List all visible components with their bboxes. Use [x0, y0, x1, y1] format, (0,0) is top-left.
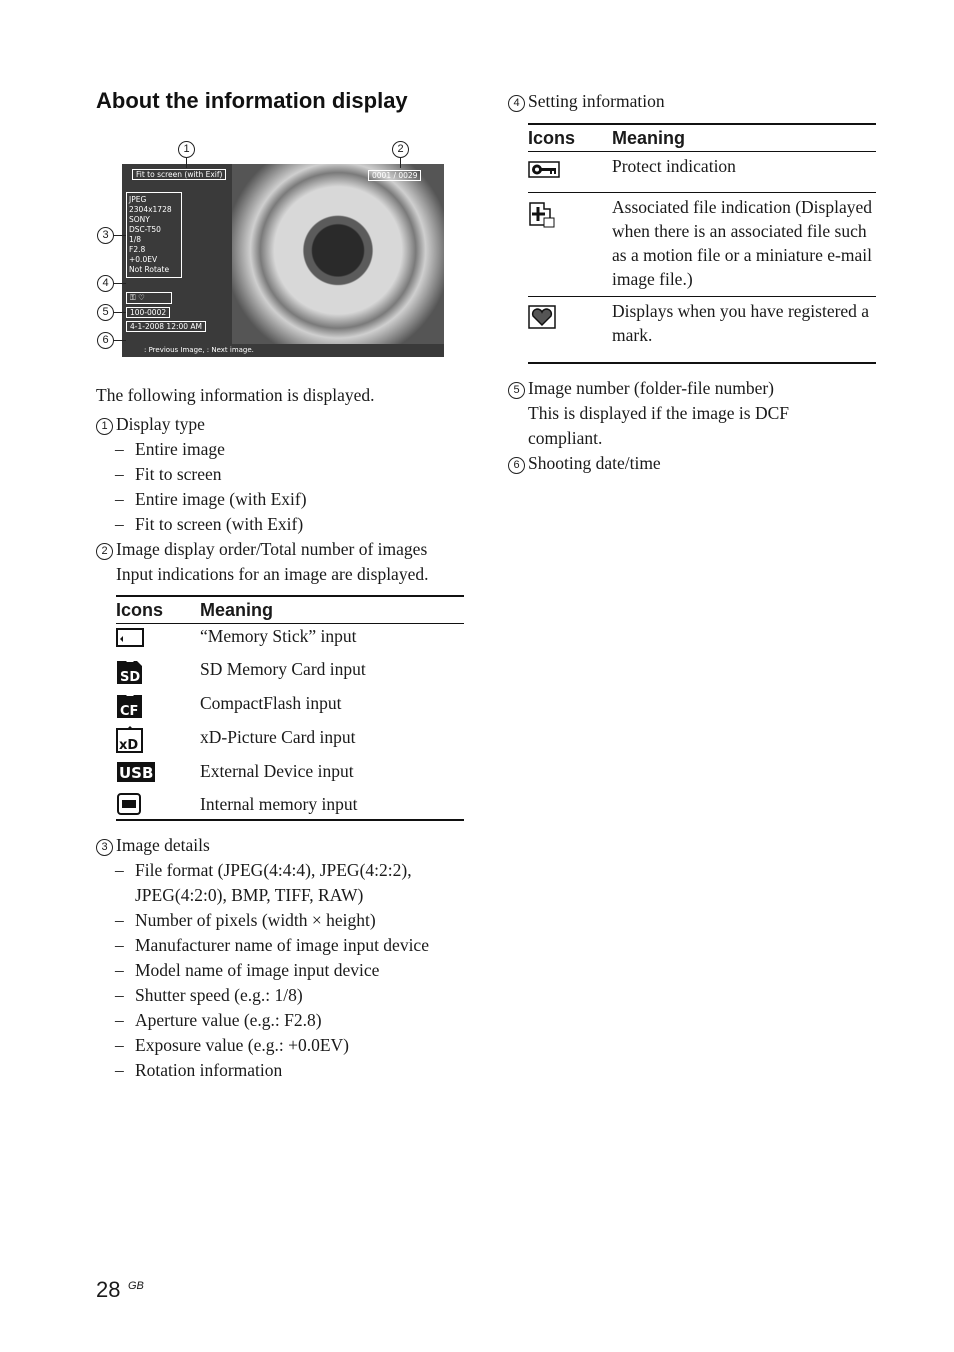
list-item: – Entire image (with Exif) [135, 487, 476, 512]
callout-4: 4 [97, 275, 114, 292]
list-item: – Exposure value (e.g.: +0.0EV) [135, 1033, 476, 1058]
table-row: CF CompactFlash input [116, 691, 464, 725]
table-row: Protect indication [528, 152, 876, 193]
callout-5: 5 [97, 304, 114, 321]
page-number: 28 [96, 1277, 121, 1302]
item-3-list [96, 858, 476, 1083]
callout-2: 2 [392, 141, 409, 158]
heart-mark-icon [528, 305, 556, 329]
callout-1: 1 [178, 141, 195, 158]
page-title: About the information display [96, 88, 408, 113]
item-number: 4 [508, 95, 525, 112]
memory-stick-icon [116, 624, 144, 648]
intro-text: The following information is displayed. [96, 385, 375, 405]
list-item-cont: JPEG(4:2:0), BMP, TIFF, RAW) [135, 885, 364, 905]
compactflash-icon [116, 691, 144, 719]
table-row: USB External Device input [116, 759, 464, 792]
list-item: – Model name of image input device [135, 958, 476, 983]
osd-details: JPEG 2304x1728 SONY DSC-T50 1/8 F2.8 +0.0EV Not Rotate [126, 192, 182, 278]
list-item: – Manufacturer name of image input device [135, 933, 476, 958]
list-item: – Shutter speed (e.g.: 1/8) [135, 983, 476, 1008]
osd-display-type: Fit to screen (with Exif) [132, 169, 226, 180]
sd-card-icon [116, 657, 144, 685]
table-row: Displays when you have registered a mark. [528, 297, 876, 353]
associated-file-icon [528, 201, 556, 225]
osd-setting-icons: ⚿ ♡ [126, 292, 172, 304]
item-number: 2 [96, 543, 113, 560]
svg-text:CF: CF [120, 703, 139, 719]
callout-3: 3 [97, 227, 114, 244]
column-header: Meaning [612, 124, 876, 152]
sunflower-image [232, 164, 444, 344]
item-1-list [96, 437, 476, 537]
list-item: – Fit to screen (with Exif) [135, 512, 476, 537]
table-row: Associated file indication (Displayed when there is an associated file such as a motion file or a miniature e-mail image file.) [528, 193, 876, 297]
internal-memory-icon [116, 792, 144, 816]
list-item: – Rotation information [135, 1058, 476, 1083]
osd-footer: : Previous Image, : Next image. [144, 346, 254, 354]
protect-key-icon [528, 156, 560, 180]
right-items [508, 376, 838, 476]
list-item: – Aperture value (e.g.: F2.8) [135, 1008, 476, 1033]
item-5-desc: This is displayed if the image is DCF compliant. [528, 403, 790, 448]
item-number: 5 [508, 382, 525, 399]
item-2-desc: Input indications for an image are displayed. [116, 564, 429, 584]
left-column [96, 383, 476, 587]
svg-text:xD: xD [119, 737, 139, 753]
item-3: 3 Image details [96, 833, 476, 858]
region-code: GB [127, 1280, 144, 1292]
table-row: SD SD Memory Card input [116, 657, 464, 691]
column-header: Icons [528, 124, 612, 152]
item-4: 4 Setting information [508, 89, 665, 114]
item-number: 3 [96, 839, 113, 856]
list-item: – Number of pixels (width × height) [135, 908, 476, 933]
osd-counter: 0001 / 0029 [368, 170, 421, 181]
screen-photo [122, 164, 444, 357]
table-row: Internal memory input [116, 792, 464, 825]
item-5: 5 Image number (folder-file number) [508, 376, 838, 401]
item-2: 2 Image display order/Total number of images [96, 537, 476, 562]
callout-6: 6 [97, 332, 114, 349]
item-number: 6 [508, 457, 525, 474]
item-6: 6 Shooting date/time [508, 451, 838, 476]
list-item: – File format (JPEG(4:4:4), JPEG(4:2:2), [135, 858, 476, 883]
list-item: – Entire image [135, 437, 476, 462]
item-3-block [96, 833, 476, 1083]
list-item: – Fit to screen [135, 462, 476, 487]
osd-image-number: 100-0002 [126, 307, 170, 318]
xd-card-icon [116, 725, 144, 753]
page-footer [96, 1277, 144, 1303]
column-header: Meaning [200, 596, 464, 624]
osd-datetime: 4-1-2008 12:00 AM [126, 321, 206, 332]
svg-text:USB: USB [119, 763, 154, 782]
table-row: xD xD-Picture Card input [116, 725, 464, 759]
usb-icon [116, 759, 156, 783]
svg-text:SD: SD [120, 669, 141, 685]
column-header: Icons [116, 596, 200, 624]
table-row: “Memory Stick” input [116, 624, 464, 657]
item-1: 1 Display type [96, 412, 476, 437]
input-icons-table [116, 595, 464, 825]
setting-icons-table [528, 123, 876, 352]
item-number: 1 [96, 418, 113, 435]
